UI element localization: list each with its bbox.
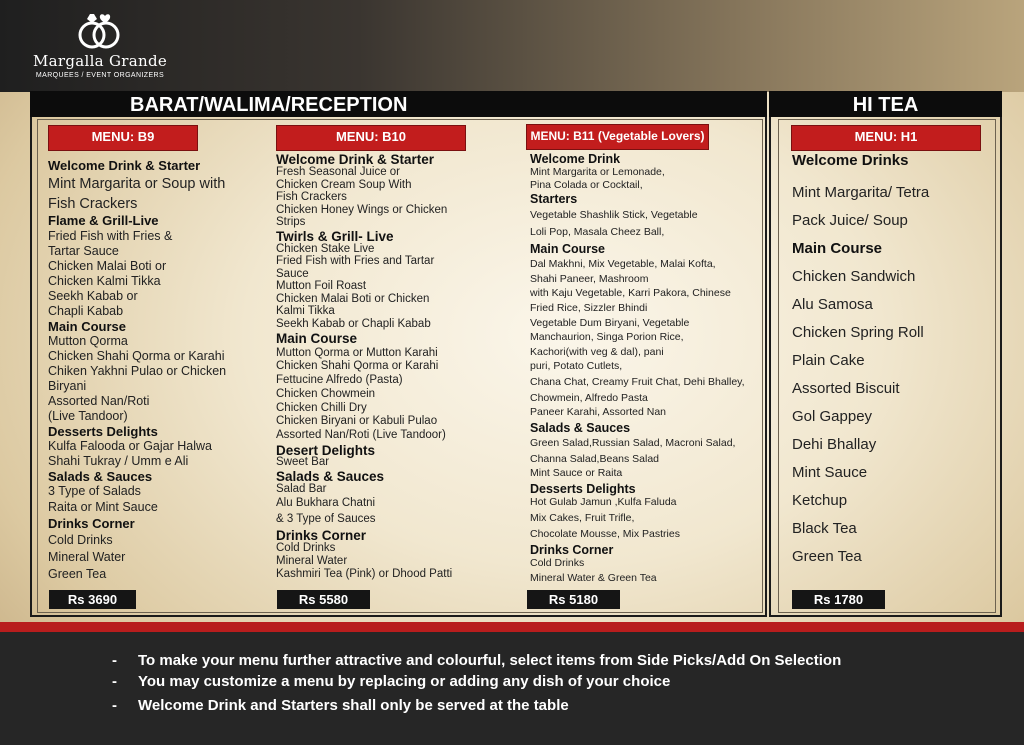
menu-section-heading: Main Course xyxy=(276,330,358,346)
menu-item: Tartar Sauce xyxy=(48,244,119,258)
menu-item: Mutton Qorma xyxy=(48,334,128,348)
menu-item: Vegetable Shashlik Stick, Vegetable xyxy=(530,209,698,221)
menu-item: Cold Drinks xyxy=(530,557,585,569)
menu-section-heading: Desert Delights xyxy=(276,442,376,458)
menu-section-heading: Drinks Corner xyxy=(48,516,135,531)
menu-section-heading: Welcome Drink xyxy=(530,152,621,166)
menu-section-heading: Starters xyxy=(530,192,578,206)
menu-section-heading: Desserts Delights xyxy=(48,424,158,439)
menu-section-heading: Salads & Sauces xyxy=(276,468,385,484)
menu-section-heading: Desserts Delights xyxy=(530,481,636,496)
note-item: - Welcome Drink and Starters shall only be served at the table xyxy=(112,697,569,714)
footer-notes xyxy=(0,632,1024,745)
menu-item: Cold Drinks xyxy=(48,533,113,547)
menu-item: Loli Pop, Masala Cheez Ball, xyxy=(530,226,665,238)
menu-item: Kashmiri Tea (Pink) or Dhood Patti xyxy=(276,568,453,580)
menu-item: Fresh Seasonal Juice or xyxy=(276,166,401,178)
menu-item: Sauce xyxy=(276,267,309,280)
menu-item: Chicken Honey Wings or Chicken xyxy=(276,203,448,216)
menu-tag-h1: MENU: H1 xyxy=(792,126,980,150)
menu-item: Mineral Water xyxy=(276,554,348,567)
menu-item: Biryani xyxy=(48,379,87,393)
menu-item: (Live Tandoor) xyxy=(48,409,128,423)
menu-tag-b9: MENU: B9 xyxy=(49,126,197,150)
menu-tag-b10: MENU: B10 xyxy=(277,126,465,150)
menu-item: Shahi Tukray / Umm e Ali xyxy=(48,454,189,468)
menu-section-heading: Flame & Grill-Live xyxy=(48,213,159,228)
menu-section-heading: Salads & Sauces xyxy=(48,469,153,484)
menu-item: Raita or Mint Sauce xyxy=(48,500,158,514)
menu-item: Dehi Bhallay xyxy=(792,436,877,453)
menu-section-heading: Main Course xyxy=(530,242,606,256)
menu-item: Chiken Yakhni Pulao or Chicken xyxy=(48,364,227,378)
menu-item: Assorted Biscuit xyxy=(792,380,900,397)
menu-item: Seekh Kabab or Chapli Kabab xyxy=(276,317,431,330)
menu-item: Cold Drinks xyxy=(276,541,336,554)
menu-item: & 3 Type of Sauces xyxy=(276,512,376,525)
menu-section-heading: Salads & Sauces xyxy=(530,420,631,435)
menu-item: Mutton Qorma or Mutton Karahi xyxy=(276,346,438,359)
menu-section-heading: Drinks Corner xyxy=(276,527,367,543)
menu-section-heading: Welcome Drinks xyxy=(792,152,909,169)
menu-item: Fish Crackers xyxy=(48,196,138,212)
menu-item: Plain Cake xyxy=(792,352,865,369)
menu-item: Chicken Spring Roll xyxy=(792,324,924,341)
menu-item: Vegetable Dum Biryani, Vegetable xyxy=(530,316,690,329)
menu-item: Mineral Water & Green Tea xyxy=(530,572,657,584)
menu-item: Dal Makhni, Mix Vegetable, Malai Kofta, xyxy=(530,258,716,270)
menu-item: Assorted Nan/Roti xyxy=(48,394,150,408)
menu-item: Sweet Bar xyxy=(276,455,330,468)
menu-item: Paneer Karahi, Assorted Nan xyxy=(530,405,666,418)
menu-item: Green Tea xyxy=(792,548,862,565)
menu-item: Chana Chat, Creamy Fruit Chat, Dehi Bhalley, xyxy=(530,376,745,388)
brand-name: Margalla Grande xyxy=(32,52,168,70)
menu-item: Fettucine Alfredo (Pasta) xyxy=(276,374,403,386)
menu-item: Kalmi Tikka xyxy=(276,305,335,317)
menu-item: Chicken Biryani or Kabuli Pulao xyxy=(276,415,438,427)
menu-item: puri, Potato Cutlets, xyxy=(530,360,623,372)
menu-item: Mineral Water xyxy=(48,550,126,564)
note-item: - To make your menu further attractive and colourful, select items from Side Picks/Add On Selection xyxy=(112,652,842,669)
menu-item: Fish Crackers xyxy=(276,191,347,203)
menu-section-heading: Welcome Drink & Starter xyxy=(276,152,435,167)
menu-item: Hot Gulab Jamun ,Kulfa Faluda xyxy=(530,496,677,508)
menu-item: Salad Bar xyxy=(276,483,327,495)
menu-item: Mutton Foil Roast xyxy=(276,280,367,292)
menu-item: Channa Salad,Beans Salad xyxy=(530,452,660,465)
price-b11: Rs 5180 xyxy=(527,590,620,609)
main-section-title: BARAT/WALIMA/RECEPTION xyxy=(30,91,767,117)
price-b10: Rs 5580 xyxy=(277,590,370,609)
menu-item: Chicken Chowmein xyxy=(276,388,376,400)
menu-section-heading: Twirls & Grill- Live xyxy=(276,228,394,244)
menu-section-heading: Main Course xyxy=(792,240,883,257)
menu-section-heading: Main Course xyxy=(48,319,127,334)
menu-item: Chicken Malai Boti or xyxy=(48,259,167,273)
menu-section-heading: Drinks Corner xyxy=(530,543,614,557)
menu-item: Kulfa Falooda or Gajar Halwa xyxy=(48,439,212,453)
price-h1: Rs 1780 xyxy=(792,590,885,609)
menu-item: Mint Sauce or Raita xyxy=(530,466,623,479)
note-item: - You may customize a menu by replacing or adding any dish of your choice xyxy=(112,673,671,690)
menu-item: Mint Margarita or Lemonade, xyxy=(530,166,665,178)
menu-item: Chicken Sandwich xyxy=(792,268,916,285)
menu-item: with Kaju Vegetable, Karri Pakora, Chinese xyxy=(530,287,731,299)
menu-item: Fried Rice, Sizzler Bhindi xyxy=(530,302,648,314)
menu-item: 3 Type of Salads xyxy=(48,484,141,498)
menu-item: Green Salad,Russian Salad, Macroni Salad, xyxy=(530,436,736,449)
menu-item: Mint Margarita or Soup with xyxy=(48,176,226,192)
footer-divider xyxy=(0,622,1024,632)
menu-item: Ketchup xyxy=(792,492,848,509)
menu-item: Manchaurion, Singa Porion Rice, xyxy=(530,331,684,343)
menu-item: Chicken Malai Boti or Chicken xyxy=(276,292,430,305)
menu-item: Chocolate Mousse, Mix Pastries xyxy=(530,528,680,540)
menu-section-heading: Welcome Drink & Starter xyxy=(48,158,201,173)
menu-item: Mint Sauce xyxy=(792,464,868,481)
menu-item: Mint Margarita/ Tetra xyxy=(792,184,930,201)
menu-item: Chicken Shahi Qorma or Karahi xyxy=(276,360,439,372)
menu-item: Kachori(with veg & dal), pani xyxy=(530,345,664,358)
menu-item: Chicken Shahi Qorma or Karahi xyxy=(48,349,225,363)
menu-item: Chicken Kalmi Tikka xyxy=(48,274,161,288)
menu-item: Alu Samosa xyxy=(792,296,873,313)
brand-logo xyxy=(30,10,170,79)
menu-item: Mix Cakes, Fruit Trifle, xyxy=(530,512,635,524)
menu-item: Green Tea xyxy=(48,567,107,581)
menu-item: Fried Fish with Fries & xyxy=(48,229,173,243)
menu-tag-b11: MENU: B11 (Vegetable Lovers) xyxy=(527,125,708,149)
brand-tagline: MARQUEES / EVENT ORGANIZERS xyxy=(35,72,165,79)
menu-item: Assorted Nan/Roti (Live Tandoor) xyxy=(276,428,446,441)
menu-item: Fried Fish with Fries and Tartar xyxy=(276,255,435,267)
menu-item: Chicken Cream Soup With xyxy=(276,178,412,191)
side-section-title: HI TEA xyxy=(769,91,1002,117)
menu-item: Chicken Stake Live xyxy=(276,242,375,255)
menu-item: Shahi Paneer, Mashroom xyxy=(530,272,649,285)
price-b9: Rs 3690 xyxy=(49,590,136,609)
rings-logo-icon xyxy=(70,10,130,52)
menu-item: Gol Gappey xyxy=(792,408,873,425)
menu-item: Strips xyxy=(276,216,306,228)
menu-item: Seekh Kabab or xyxy=(48,289,138,303)
menu-item: Chicken Chilli Dry xyxy=(276,401,367,414)
menu-item: Chowmein, Alfredo Pasta xyxy=(530,391,648,404)
menu-item: Alu Bukhara Chatni xyxy=(276,496,376,509)
menu-item: Black Tea xyxy=(792,520,857,537)
menu-item: Chapli Kabab xyxy=(48,304,124,318)
menu-item: Pack Juice/ Soup xyxy=(792,212,908,229)
menu-item: Pina Colada or Cocktail, xyxy=(530,179,643,191)
